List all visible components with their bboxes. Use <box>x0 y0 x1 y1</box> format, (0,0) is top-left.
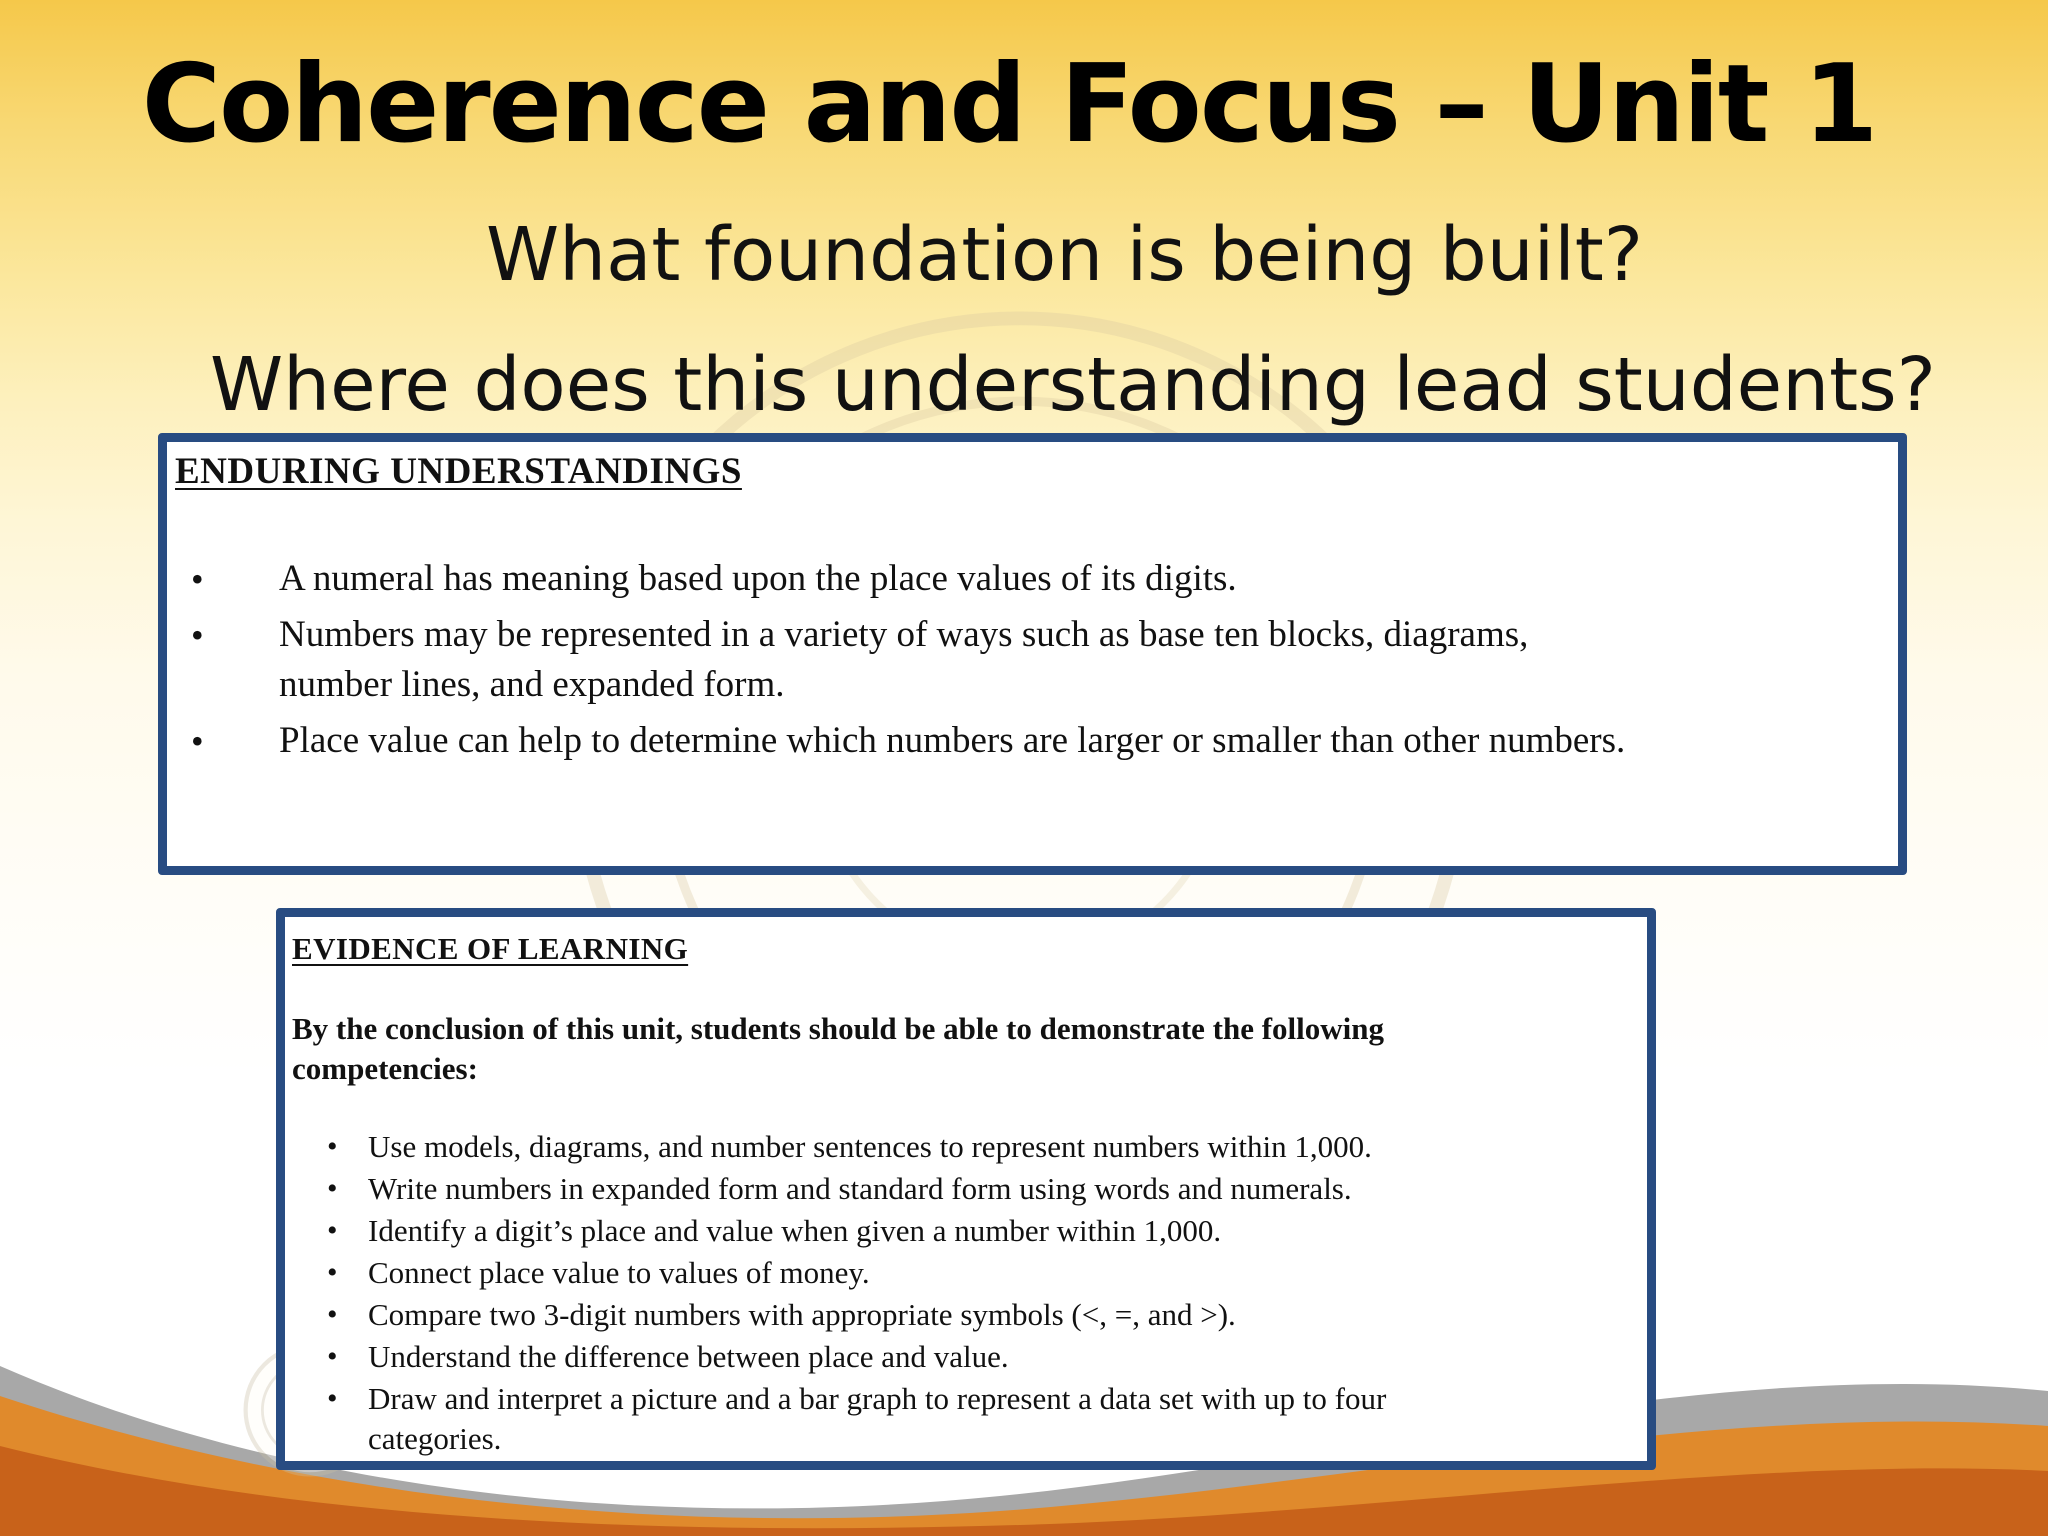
list-item <box>285 1379 1386 1419</box>
bullet-icon: • <box>191 721 204 761</box>
list-item-text: Write numbers in expanded form and standard form using words and numerals. <box>368 1171 1352 1206</box>
list-item-text: categories. <box>368 1421 502 1456</box>
enduring-understandings-heading: ENDURING UNDERSTANDINGS <box>175 451 742 492</box>
list-item-text: Use models, diagrams, and number sentences to represent numbers within 1,000. <box>368 1129 1372 1164</box>
bullet-icon: • <box>191 615 204 655</box>
list-item-text: Understand the difference between place and value. <box>368 1339 1009 1374</box>
list-item-continuation <box>167 660 1625 710</box>
evidence-of-learning-box <box>276 908 1656 1470</box>
list-item <box>285 1169 1386 1209</box>
slide-title: Coherence and Focus – Unit 1 <box>141 42 1877 167</box>
list-item <box>167 610 1625 660</box>
list-item-text: Connect place value to values of money. <box>368 1255 870 1290</box>
list-item-text: Identify a digit’s place and value when given a number within 1,000. <box>368 1213 1222 1248</box>
list-item <box>167 554 1625 604</box>
list-item <box>285 1253 1386 1293</box>
enduring-understandings-box <box>158 433 1907 875</box>
bullet-icon: • <box>327 1214 338 1247</box>
competencies-list <box>285 1127 1386 1461</box>
list-item-text: Draw and interpret a picture and a bar graph to represent a data set with up to four <box>368 1381 1387 1416</box>
bullet-icon: • <box>327 1382 338 1415</box>
list-item-text: number lines, and expanded form. <box>279 664 785 705</box>
bullet-icon: • <box>327 1256 338 1289</box>
list-item-text: Numbers may be represented in a variety of ways such as base ten blocks, diagrams, <box>279 614 1529 655</box>
slide-subtitle-question-2: Where does this understanding lead students? <box>210 342 1936 428</box>
evidence-intro-line: competencies: <box>292 1051 478 1086</box>
bullet-icon: • <box>191 559 204 599</box>
list-item <box>285 1337 1386 1377</box>
list-item-text: Place value can help to determine which numbers are larger or smaller than other numbers. <box>279 720 1626 761</box>
list-item-text: Compare two 3-digit numbers with appropriate symbols (<, =, and >). <box>368 1297 1236 1332</box>
bullet-icon: • <box>327 1130 338 1163</box>
list-item <box>285 1295 1386 1335</box>
slide-subtitle-question-1: What foundation is being built? <box>486 212 1644 298</box>
list-item <box>285 1127 1386 1167</box>
evidence-intro-line: By the conclusion of this unit, students should be able to demonstrate the following <box>292 1011 1385 1046</box>
evidence-intro <box>292 1009 1612 1089</box>
list-item-continuation <box>285 1419 1386 1459</box>
list-item-text: A numeral has meaning based upon the place values of its digits. <box>279 558 1237 599</box>
list-item <box>285 1211 1386 1251</box>
list-item <box>167 716 1625 766</box>
enduring-understandings-list <box>167 554 1625 772</box>
bullet-icon: • <box>327 1172 338 1205</box>
bullet-icon: • <box>327 1340 338 1373</box>
evidence-of-learning-heading: EVIDENCE OF LEARNING <box>292 931 689 966</box>
bullet-icon: • <box>327 1298 338 1331</box>
